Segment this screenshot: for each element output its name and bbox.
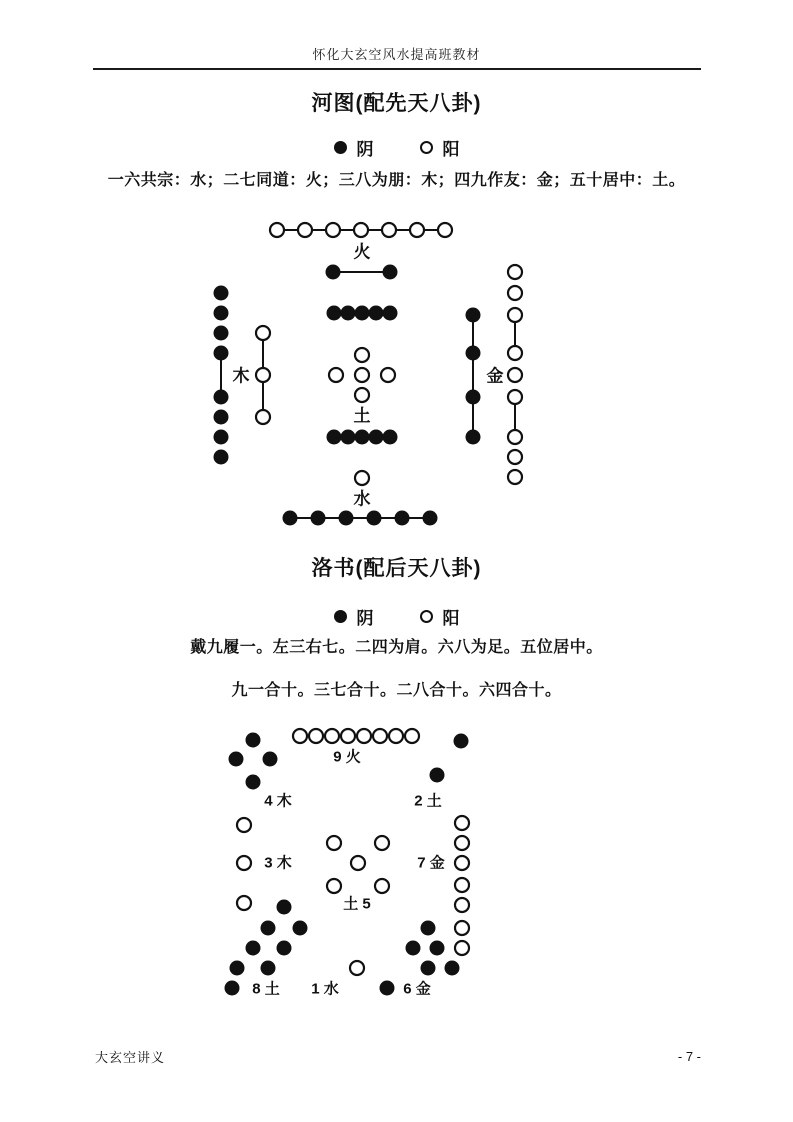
yin-dot [263, 752, 278, 767]
luoshu-description-line2: 九一合十。三七合十。二八合十。六四合十。 [231, 682, 562, 699]
yang-dot [455, 856, 469, 870]
yang-dot [326, 223, 340, 237]
yang-dot [508, 470, 522, 484]
yin-dot [430, 768, 445, 783]
yang-dot [455, 921, 469, 935]
luoshu-description-line1: 戴九履一。左三右七。二四为肩。六八为足。五位居中。 [190, 639, 603, 656]
yin-dot [230, 961, 245, 976]
hetu-legend [0, 135, 793, 160]
yang-dot [508, 308, 522, 322]
footer-page-number: - 7 - [677, 1049, 701, 1064]
diagram-label: 3 木 [264, 854, 292, 872]
yang-dot [405, 729, 419, 743]
yang-dot [508, 450, 522, 464]
yin-dot [466, 308, 481, 323]
diagram-label: 金 [486, 366, 504, 386]
yang-dot [455, 878, 469, 892]
diagram-label: 2 土 [414, 792, 442, 810]
yin-dot [277, 900, 292, 915]
yin-filled-circle-icon [334, 141, 347, 154]
yang-dot [357, 729, 371, 743]
yin-dot [355, 430, 370, 445]
yang-dot [327, 836, 341, 850]
yang-dot [382, 223, 396, 237]
footer-doc-title: 大玄空讲义 [95, 1050, 166, 1065]
yang-dot [508, 286, 522, 300]
yin-dot [466, 430, 481, 445]
luoshu-legend [0, 604, 793, 629]
yin-filled-circle-icon [334, 610, 347, 623]
yin-dot [430, 941, 445, 956]
yin-dot [445, 961, 460, 976]
diagram-label: 土 5 [343, 895, 371, 913]
yin-dot [380, 981, 395, 996]
yang-dot [341, 729, 355, 743]
yin-dot [277, 941, 292, 956]
page-header-title: 怀化大玄空风水提高班教材 [312, 47, 481, 62]
diagram-label: 9 火 [333, 748, 361, 766]
yin-dot [327, 430, 342, 445]
diagram-label: 1 水 [311, 980, 339, 998]
luoshu-title: 洛书(配后天八卦) [311, 557, 482, 580]
yin-dot [261, 961, 276, 976]
yin-dot [283, 511, 298, 526]
yin-dot [406, 941, 421, 956]
diagram-label: 木 [232, 366, 250, 386]
diagram-label: 土 [353, 406, 371, 426]
yang-dot [325, 729, 339, 743]
yin-dot [454, 734, 469, 749]
diagram-label: 火 [353, 242, 371, 262]
yin-dot [339, 511, 354, 526]
yang-dot [270, 223, 284, 237]
yang-hollow-circle-icon [420, 610, 433, 623]
yin-dot [369, 430, 384, 445]
yin-legend-label: 阴 [356, 140, 374, 159]
yin-dot [214, 450, 229, 465]
yang-dot [455, 941, 469, 955]
yang-dot [508, 430, 522, 444]
yang-dot [355, 388, 369, 402]
yang-dot [455, 816, 469, 830]
yang-dot [309, 729, 323, 743]
yin-dot [421, 961, 436, 976]
yin-dot [214, 430, 229, 445]
yin-dot [367, 511, 382, 526]
yang-dot [298, 223, 312, 237]
yin-dot [341, 306, 356, 321]
yang-dot [375, 836, 389, 850]
yang-dot [237, 818, 251, 832]
yang-dot [508, 368, 522, 382]
yin-dot [214, 390, 229, 405]
header-rule [93, 68, 701, 70]
yang-dot [354, 223, 368, 237]
hetu-title: 河图(配先天八卦) [311, 92, 482, 115]
yang-dot [293, 729, 307, 743]
yang-dot [256, 368, 270, 382]
diagram-label: 4 木 [264, 792, 292, 810]
yin-dot [246, 733, 261, 748]
yin-dot [466, 346, 481, 361]
diagram-label: 8 土 [252, 980, 280, 998]
yin-dot [225, 981, 240, 996]
yang-dot [508, 390, 522, 404]
yin-legend-label: 阴 [356, 609, 374, 628]
yang-dot [329, 368, 343, 382]
yang-dot [327, 879, 341, 893]
yin-dot [421, 921, 436, 936]
yang-dot [256, 410, 270, 424]
yin-dot [466, 390, 481, 405]
yang-dot [256, 326, 270, 340]
yin-dot [293, 921, 308, 936]
yin-dot [214, 346, 229, 361]
yang-dot [373, 729, 387, 743]
diagram-label: 7 金 [417, 854, 445, 872]
yang-dot [237, 896, 251, 910]
yin-dot [214, 410, 229, 425]
luoshu-diagram [225, 729, 470, 998]
yang-legend-label: 阳 [442, 140, 460, 159]
yin-dot [214, 286, 229, 301]
diagram-label: 6 金 [403, 980, 431, 998]
yang-dot [389, 729, 403, 743]
yin-dot [246, 941, 261, 956]
yin-dot [261, 921, 276, 936]
yang-legend-label: 阳 [442, 609, 460, 628]
yin-dot [383, 430, 398, 445]
yang-dot [350, 961, 364, 975]
yin-dot [341, 430, 356, 445]
yang-dot [375, 879, 389, 893]
yin-dot [214, 326, 229, 341]
diagram-label: 水 [353, 489, 371, 509]
yang-dot [355, 471, 369, 485]
yang-dot [355, 368, 369, 382]
yang-dot [455, 836, 469, 850]
yin-dot [326, 265, 341, 280]
yin-dot [423, 511, 438, 526]
hetu-diagram [214, 223, 523, 526]
yang-dot [237, 856, 251, 870]
yang-dot [410, 223, 424, 237]
yin-dot [214, 306, 229, 321]
hetu-description: 一六共宗：水；二七同道：火；三八为朋：木；四九作友：金；五十居中：土。 [107, 172, 686, 189]
yin-dot [246, 775, 261, 790]
yang-dot [438, 223, 452, 237]
yang-dot [508, 265, 522, 279]
yin-dot [327, 306, 342, 321]
yin-dot [383, 306, 398, 321]
yin-dot [383, 265, 398, 280]
yin-dot [355, 306, 370, 321]
yin-dot [229, 752, 244, 767]
yang-dot [355, 348, 369, 362]
yin-dot [311, 511, 326, 526]
yang-dot [381, 368, 395, 382]
yang-dot [508, 346, 522, 360]
yin-dot [395, 511, 410, 526]
yin-dot [369, 306, 384, 321]
yang-hollow-circle-icon [420, 141, 433, 154]
yang-dot [351, 856, 365, 870]
yang-dot [455, 898, 469, 912]
